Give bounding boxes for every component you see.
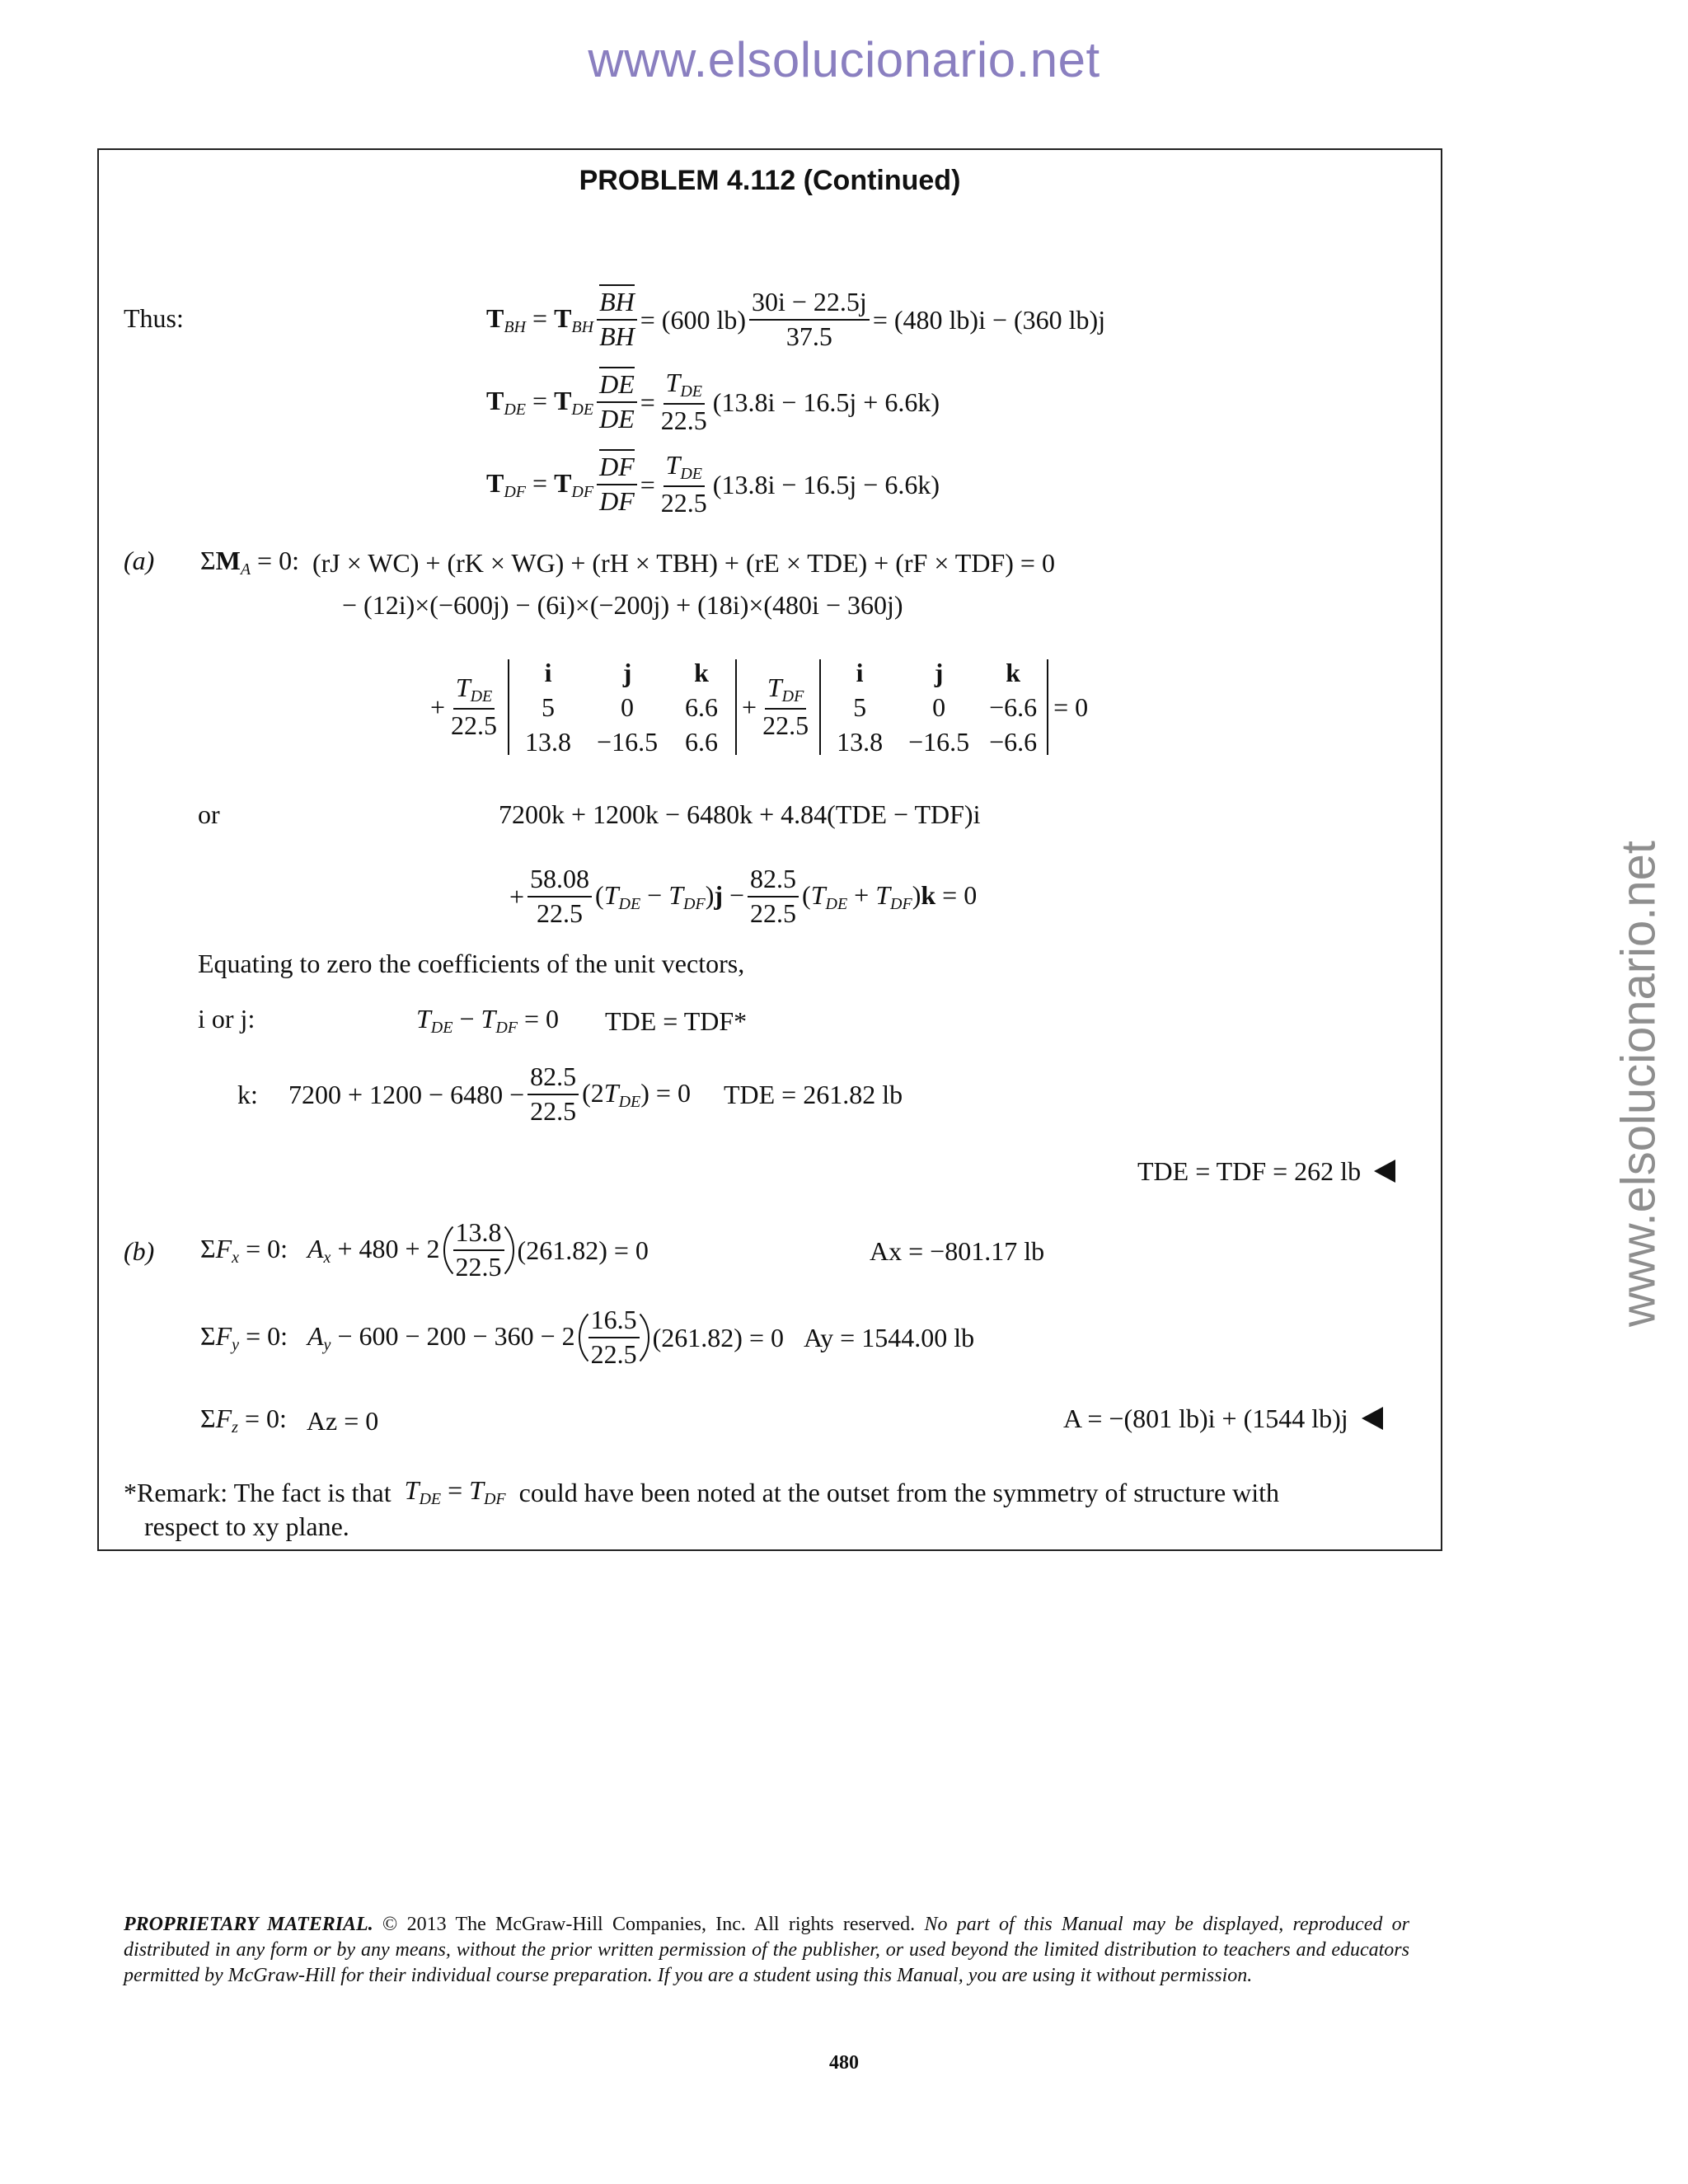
watermark-top: www.elsolucionario.net bbox=[588, 32, 1100, 87]
determinant-tde: i j k 5 0 6.6 13.8 −16.5 6.6 bbox=[508, 659, 737, 755]
eq-tde: $T_{DE} = T_{DE}$ $\frac{DE}{DE}$ = $\frac{T_{DE}}{22.5}$ (13.8i − 16.5j + 6.6k) bbox=[486, 368, 940, 436]
fx-frac-num: 13.8 bbox=[453, 1219, 504, 1251]
eq-tdf: $T_{DF} = T_{DF}$ $\frac{DF}{DF}$ = $\frac{T_{DE}}{22.5}$ (13.8i − 16.5j − 6.6k) bbox=[486, 450, 940, 518]
fx-result: Ax = −801.17 lb bbox=[870, 1236, 1045, 1266]
answer-a bbox=[1137, 1158, 1395, 1184]
copyright-footer bbox=[124, 1912, 1409, 1989]
eq-k: 7200 + 1200 − 6480 − $\frac{82.5}{22.5}$ $(2T_{DE}) = 0$ TDE = 261.82 lb bbox=[288, 1062, 903, 1126]
sym-result: TDE = TDF* bbox=[605, 1005, 748, 1036]
tde-length: 22.5 bbox=[660, 405, 707, 436]
remark-line-1: *Remark: The fact is that $T_{DE} = T_{DF}$ could have been noted at the outset from the symmetry of structure with bbox=[124, 1475, 1280, 1508]
answer-b bbox=[1063, 1405, 1383, 1432]
footer-italic: No part of this Manual may be displayed, reproduced or distributed in any form or by any means, without the prior written permission of the publisher, or used beyond the limited distribution to teachers and educators permitted by McGraw-Hill for their individual course preparation. If you are a student using this Manual, you are using it without permission. bbox=[124, 1914, 1409, 1986]
footer-normal: © 2013 The McGraw-Hill Companies, Inc. All rights reserved. bbox=[382, 1914, 916, 1935]
determinant-tdf: i j k 5 0 −6.6 13.8 −16.5 −6.6 bbox=[819, 659, 1048, 755]
fz-eq: Az = 0 bbox=[306, 1405, 379, 1436]
or-line-1: 7200k + 1200k − 6480k + 4.84(TDE − TDF)i bbox=[499, 799, 981, 829]
moment-line-1: (rJ × WC) + (rK × WG) + (rH × TBH) + (rE × TDE) + (rF × TDF) = 0 bbox=[312, 547, 1055, 578]
remark-line-2: respect to xy plane. bbox=[144, 1511, 349, 1541]
fy-result: Ay = 1544.00 lb bbox=[803, 1323, 975, 1352]
eq-fy: $\Sigma F_y = 0$: $A_y - 600 - 200 - 360 - 2$ $\frac{16.5}{22.5}$ (261.82) = 0 Ay = 1544.00 lb bbox=[200, 1305, 975, 1369]
answer-a-text: TDE = TDF = 262 lb bbox=[1137, 1156, 1362, 1186]
equating-text: Equating to zero the coefficients of the unit vectors, bbox=[198, 949, 745, 978]
or-label: or bbox=[198, 799, 220, 829]
thus-label: Thus: bbox=[124, 303, 184, 333]
answer-triangle-icon bbox=[1374, 1160, 1395, 1183]
page-number: 480 bbox=[829, 2052, 859, 2074]
eq-tbh: $T_{BH} = T_{BH}$ $\frac{BH}{BH}$ = (600 lb) $\frac{30i - 22.5j}{37.5}$ = (480 lb)i − (360 lb)j bbox=[486, 280, 1105, 359]
fx-value: (261.82) = 0 bbox=[517, 1235, 649, 1265]
k-label: k: bbox=[237, 1080, 258, 1109]
remark-text-1b: could have been noted at the outset from the symmetry of structure with bbox=[518, 1477, 1280, 1507]
k-eq-terms: 7200 + 1200 − 6480 − bbox=[288, 1080, 525, 1109]
moment-line-2: − (12i)×(−600j) − (6i)×(−200j) + (18i)×(480i − 360j) bbox=[342, 590, 903, 620]
eq-fz: $\Sigma F_z = 0$: Az = 0 bbox=[200, 1404, 379, 1436]
frac-58-num: 58.08 bbox=[528, 865, 592, 898]
problem-title: PROBLEM 4.112 (Continued) bbox=[579, 165, 961, 196]
remark-text-1: *Remark: The fact is that bbox=[124, 1477, 392, 1507]
answer-triangle-icon bbox=[1362, 1407, 1383, 1430]
part-b-label: (b) bbox=[124, 1236, 155, 1266]
eq-i-or-j: $T_{DE} - T_{DF} = 0$ TDE = TDF* bbox=[416, 1004, 748, 1037]
part-a-label: (a) bbox=[124, 546, 155, 575]
tbh-vector: 30i − 22.5j bbox=[749, 288, 870, 321]
tbh-result: = (480 lb)i − (360 lb)j bbox=[872, 305, 1106, 335]
tde-vector: (13.8i − 16.5j + 6.6k) bbox=[712, 387, 940, 417]
k-result: TDE = 261.82 lb bbox=[723, 1080, 903, 1109]
tbh-magnitude: = (600 lb) bbox=[640, 305, 746, 335]
answer-b-text: A = −(801 lb)i + (1544 lb)j bbox=[1063, 1404, 1348, 1433]
tbh-length: 37.5 bbox=[785, 321, 832, 351]
watermark-side-text: www.elsolucionario.net bbox=[1611, 841, 1666, 1327]
tdf-vector: (13.8i − 16.5j − 6.6k) bbox=[712, 470, 940, 499]
or-line-2: + $\frac{58.08}{22.5}$ $(T_{DE} - T_{DF})j$ − $\frac{82.5}{22.5}$ $(T_{DE} + T_{DF})k = 0$ bbox=[509, 864, 978, 928]
fy-frac-num: 16.5 bbox=[588, 1306, 640, 1338]
eq-determinants: + $\frac{T_{DE}}{22.5}$ i j k 5 0 6.6 13.8 −16.5 6.6 + $\frac{T_{DF}}{22.5}$ i j k 5 0 −6.6 13.8 −16.5 −6.6 = 0 bbox=[430, 658, 1089, 757]
eq-moment-sum: $\Sigma M_A = 0$: (rJ × WC) + (rK × WG) + (rH × TBH) + (rE × TDE) + (rF × TDF) = 0 bbox=[200, 546, 1055, 579]
i-or-j-label: i or j: bbox=[198, 1004, 256, 1033]
footer-bold: PROPRIETARY MATERIAL. bbox=[124, 1914, 373, 1935]
frac-82-num: 82.5 bbox=[748, 865, 799, 898]
tdf-length: 22.5 bbox=[660, 488, 707, 518]
eq-fx: $\Sigma F_x = 0$: $A_x + 480 + 2$ $\frac{13.8}{22.5}$ (261.82) = 0 bbox=[200, 1217, 649, 1282]
